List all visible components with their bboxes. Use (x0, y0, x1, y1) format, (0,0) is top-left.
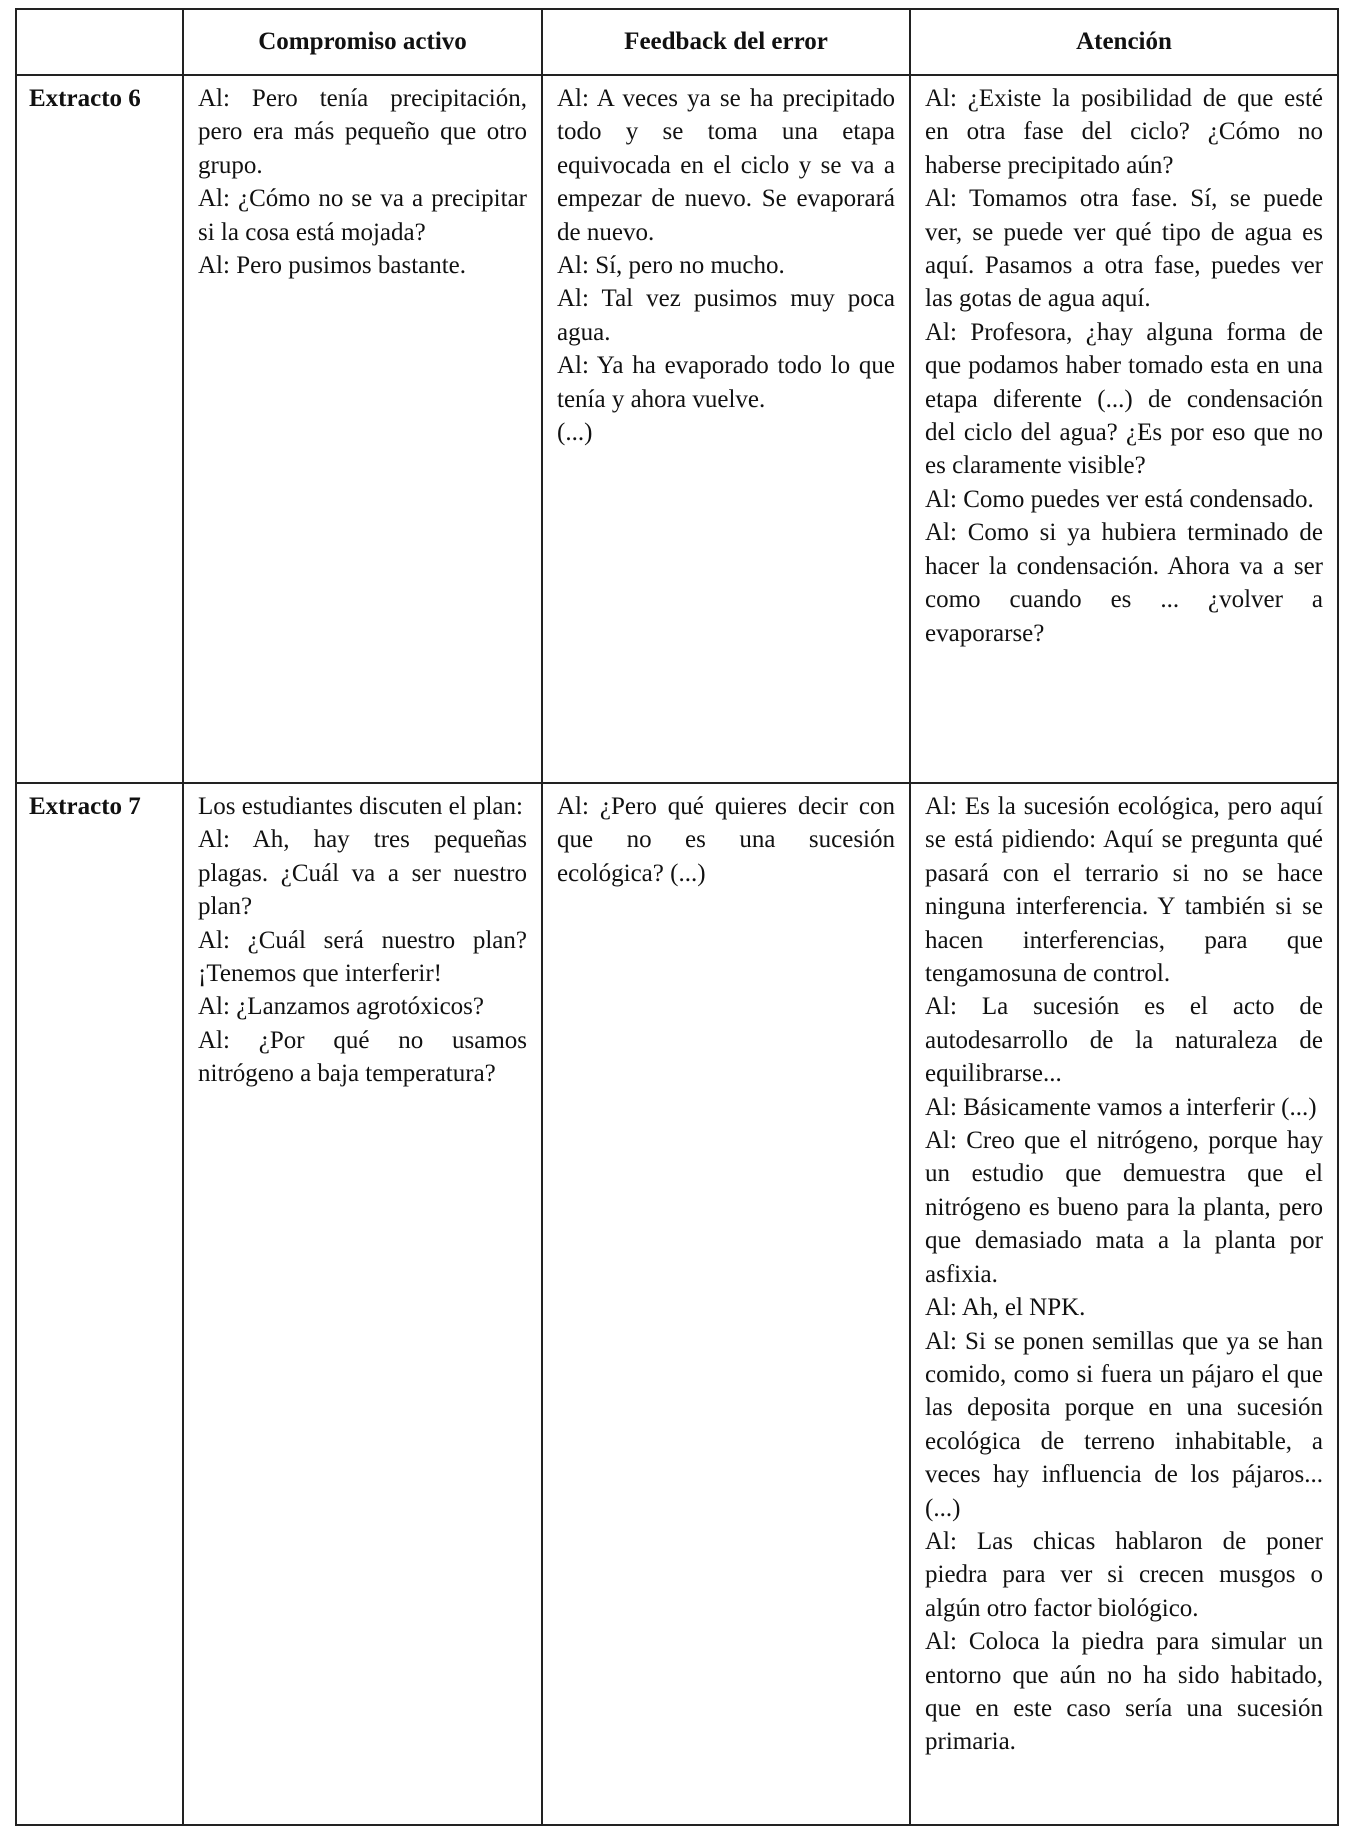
cell-feedback (542, 75, 910, 783)
utterance: Al: Pero pusimos bastante. (198, 252, 467, 280)
utterance: Al: ¿Existe la posibilidad de que esté en otra fase del ciclo? ¿Cómo no haberse precipitado aún? (925, 85, 1323, 179)
row-label: Extracto 6 (16, 75, 183, 783)
utterance: Al: Sí, pero no mucho. (557, 252, 785, 280)
table-row (16, 75, 1338, 783)
utterance: Al: ¿Pero qué quieres decir con que no es una sucesión ecológica? (...) (557, 793, 895, 887)
utterance: Al: A veces ya se ha precipitado todo y se toma una etapa equivocada en el ciclo y se va a empezar de nuevo. Se evaporará de nuevo. (557, 85, 895, 246)
cell-atencion (910, 75, 1338, 783)
header-compromiso-activo: Compromiso activo (183, 9, 542, 75)
utterance: Al: Profesora, ¿hay alguna forma de que podamos haber tomado esta en una etapa diferente (...) de condensación del ciclo del agua? ¿Es por eso que no es claramente visible? (925, 318, 1323, 480)
utterance: Al: ¿Cuál será nuestro plan? ¡Tenemos que interferir! (198, 926, 527, 988)
utterance: (...) (557, 419, 593, 447)
utterance: Al: Básicamente vamos a interferir (...) (925, 1093, 1317, 1121)
header-empty (16, 9, 183, 75)
utterance: Al: Coloca la piedra para simular un entorno que aún no ha sido habitado, que en este caso sería una sucesión primaria. (925, 1628, 1323, 1756)
utterance: Al: ¿Lanzamos agrotóxicos? (198, 993, 485, 1021)
utterance: Al: Tal vez pusimos muy poca agua. (557, 285, 895, 346)
cell-feedback (542, 783, 910, 1825)
utterance: Al: Creo que el nitrógeno, porque hay un estudio que demuestra que el nitrógeno es bueno para la planta, pero que demasiado mata a la planta por asfixia. (925, 1127, 1323, 1288)
header-feedback-del-error: Feedback del error (542, 9, 910, 75)
utterance: Al: Si se ponen semillas que ya se han comido, como si fuera un pájaro el que las deposita porque en una sucesión ecológica de terreno inhabitable, a veces hay influencia de los pájaros... (...) (925, 1327, 1323, 1522)
utterance: Al: Tomamos otra fase. Sí, se puede ver, se puede ver qué tipo de agua es aquí. Pasamos a otra fase, puedes ver las gotas de agua aquí. (925, 185, 1323, 313)
cell-compromiso (183, 75, 542, 783)
utterance: Al: ¿Cómo no se va a precipitar si la cosa está mojada? (198, 185, 527, 246)
utterance: Al: Las chicas hablaron de poner piedra para ver si crecen musgos o algún otro factor biológico. (925, 1527, 1323, 1622)
utterance: Al: La sucesión es el acto de autodesarrollo de la naturaleza de equilibrarse... (925, 993, 1323, 1088)
cell-atencion (910, 783, 1338, 1825)
utterance: Al: Como puedes ver está condensado. (925, 485, 1314, 513)
utterance: Al: Ah, hay tres pequeñas plagas. ¿Cuál va a ser nuestro plan? (198, 826, 527, 921)
utterance: Al: ¿Por qué no usamos nitrógeno a baja temperatura? (198, 1026, 527, 1088)
header-atencion: Atención (910, 9, 1338, 75)
row-label: Extracto 7 (16, 783, 183, 1825)
utterance: Al: Como si ya hubiera terminado de hacer la condensación. Ahora va a ser como cuando es ... ¿volver a evaporarse? (925, 519, 1323, 647)
utterance: Al: Pero tenía precipitación, pero era más pequeño que otro grupo. (198, 85, 527, 179)
utterance: Al: Ya ha evaporado todo lo que tenía y ahora vuelve. (557, 352, 895, 413)
utterance: Al: Ah, el NPK. (925, 1294, 1086, 1322)
utterance: Los estudiantes discuten el plan: (198, 793, 523, 820)
excerpts-table (15, 8, 1339, 1826)
utterance: Al: Es la sucesión ecológica, pero aquí se está pidiendo: Aquí se pregunta qué pasará con el terrario si no se hace ninguna interferencia. Y también si se hacen interferencias, para que tengamosuna de control. (925, 793, 1323, 988)
header-row (16, 9, 1338, 75)
table-row (16, 783, 1338, 1825)
cell-compromiso (183, 783, 542, 1825)
